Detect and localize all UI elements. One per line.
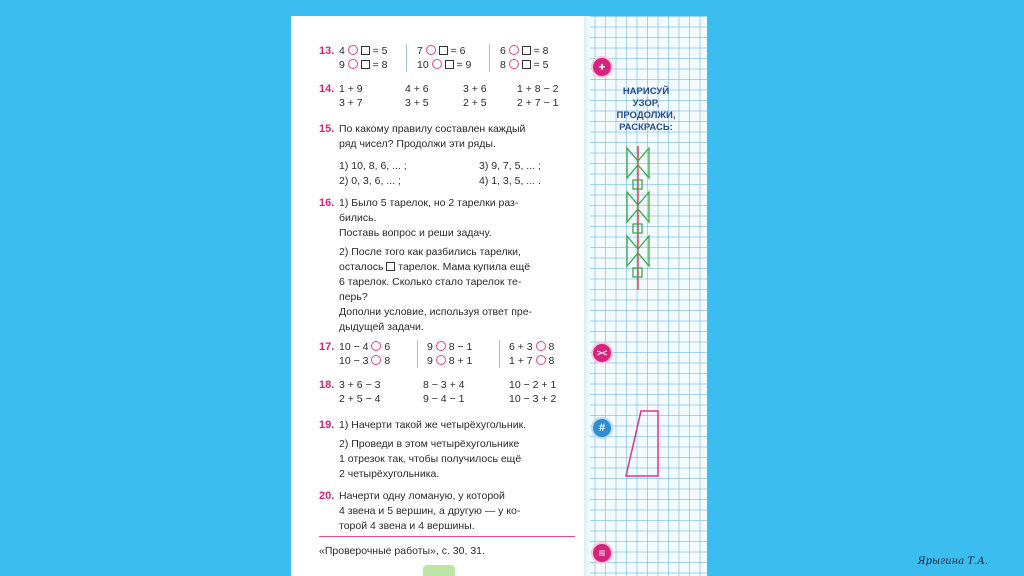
expr-row [509, 354, 554, 369]
expr-text: 3 + 6 − 3 [339, 379, 381, 391]
expr-text: = 9 [456, 59, 472, 71]
task-number: 14. [319, 83, 335, 95]
circle-blank [348, 59, 358, 69]
expr-text: 3 + 5 [405, 97, 429, 109]
column-divider [489, 44, 490, 72]
expr-row [417, 58, 471, 73]
expr-row [339, 58, 388, 73]
expr-text: = 8 [372, 59, 388, 71]
expr-text: 2 + 5 − 4 [339, 393, 381, 405]
expr-row [500, 58, 549, 73]
task-text: Поставь вопрос и реши задачу. [339, 227, 492, 239]
sequence-text: 2) 0, 3, 6, ... ; [339, 175, 401, 187]
task-text: Начерти одну ломаную, у которой [339, 490, 505, 502]
task-text: 1) Было 5 тарелок, но 2 тарелки раз- [339, 197, 519, 209]
task-number: 13. [319, 45, 335, 57]
expr-text: 6 [384, 341, 391, 353]
expr-text: = 6 [450, 45, 466, 57]
column-divider [417, 340, 418, 368]
expression-icon: >< [591, 342, 613, 364]
square-blank [522, 60, 531, 69]
square-blank [361, 46, 370, 55]
quadrilateral-shape [626, 411, 658, 476]
page-number-tab [423, 565, 455, 576]
expr-text: 4 [339, 45, 345, 57]
square-blank [522, 46, 531, 55]
expr-text: 8 [384, 355, 391, 367]
task-number: 20. [319, 490, 335, 502]
expr-row [339, 340, 390, 355]
circle-blank [432, 59, 442, 69]
expr-row [339, 354, 390, 369]
expr-text: 10 − 2 + 1 [509, 379, 557, 391]
instruction-line: РАСКРАСЬ: [619, 122, 673, 133]
expr-text: 8 − 1 [448, 341, 473, 353]
task-text: 2 четырёхугольника. [339, 468, 440, 480]
circle-blank [348, 45, 358, 55]
expr-row [427, 340, 472, 355]
task-number: 18. [319, 379, 335, 391]
expr-text: 9 [427, 355, 433, 367]
task-text: ряд чисел? Продолжи эти ряды. [339, 138, 496, 150]
sequence-text: 4) 1, 3, 5, ... . [479, 175, 541, 187]
task-text: Дополни условие, используя ответ пре- [339, 306, 533, 318]
expr-row [500, 44, 549, 59]
circle-blank [436, 355, 446, 365]
expr-text: 1 + 9 [339, 83, 363, 95]
task-text: 2) После того как разбились тарелки, [339, 246, 521, 258]
circle-blank [536, 355, 546, 365]
author-signature: Ярыгина Т.А. [917, 556, 988, 567]
task-text: тарелок. Мама купила ещё [398, 261, 531, 273]
task-number: 17. [319, 341, 335, 353]
sequence-text: 3) 9, 7, 5, ... ; [479, 160, 541, 172]
expr-row [417, 44, 466, 59]
instruction-line: НАРИСУЙ [622, 86, 670, 97]
expr-text: 2 + 7 − 1 [517, 97, 559, 109]
sequence-text: 1) 10, 8, 6, ... ; [339, 160, 407, 172]
exercises-column [291, 16, 584, 576]
expr-text: 8 − 3 + 4 [423, 379, 465, 391]
textbook-page [291, 16, 707, 576]
circle-blank [509, 45, 519, 55]
expr-row [427, 354, 472, 369]
expr-text: 9 [427, 341, 433, 353]
expr-row [339, 44, 388, 59]
expr-text: 8 [500, 59, 506, 71]
task-text: бились. [339, 212, 377, 224]
expr-text: 8 [548, 355, 555, 367]
expr-text: = 5 [372, 45, 388, 57]
footer-reference: «Проверочные работы», с. 30, 31. [319, 545, 485, 557]
expr-text: 7 [417, 45, 423, 57]
expr-row [509, 340, 554, 355]
footer-divider [319, 536, 575, 537]
column-divider [406, 44, 407, 72]
circle-blank [371, 355, 381, 365]
expr-text: 3 + 7 [339, 97, 363, 109]
expr-text: 10 − 3 + 2 [509, 393, 557, 405]
task-number: 15. [319, 123, 335, 135]
expr-text: = 8 [533, 45, 549, 57]
task-text: 4 звена и 5 вершин, а другую — у ко- [339, 505, 521, 517]
task-text: 1) Начерти такой же четырёхугольник. [339, 419, 527, 431]
pattern-drawing [627, 146, 649, 290]
circle-blank [509, 59, 519, 69]
circle-blank [426, 45, 436, 55]
task-number: 19. [319, 419, 335, 431]
task-text: осталось [339, 261, 384, 273]
column-divider [499, 340, 500, 368]
expr-text: 4 + 6 [405, 83, 429, 95]
square-blank [439, 46, 448, 55]
circle-blank [536, 341, 546, 351]
expr-text: 6 + 3 [509, 341, 533, 353]
instruction-line: УЗОР, [632, 98, 660, 109]
task-text: 6 тарелок. Сколько стало тарелок те- [339, 276, 522, 288]
square-blank [445, 60, 454, 69]
expr-text: 3 + 6 [463, 83, 487, 95]
expr-text: = 5 [533, 59, 549, 71]
expr-text: 8 [548, 341, 555, 353]
task-number: 16. [319, 197, 335, 209]
expr-text: 1 + 8 − 2 [517, 83, 559, 95]
task-text: По какому правилу составлен каждый [339, 123, 526, 135]
sidebar-drawings [584, 16, 707, 576]
task-text: 1 отрезок так, чтобы получилось ещё [339, 453, 522, 465]
expr-text: 2 + 5 [463, 97, 487, 109]
task-text: торой 4 звена и 4 вершины. [339, 520, 475, 532]
expr-text: 10 [417, 59, 429, 71]
expr-text: 9 − 4 − 1 [423, 393, 465, 405]
instruction-line: ПРОДОЛЖИ, [616, 110, 676, 121]
book-icon: ≡ [591, 542, 613, 564]
task-text-with-blank [339, 260, 530, 275]
square-blank [386, 262, 395, 271]
task-text: дыдущей задачи. [339, 321, 424, 333]
task-text: перь? [339, 291, 368, 303]
expr-text: 9 [339, 59, 345, 71]
circle-blank [371, 341, 381, 351]
expr-text: 1 + 7 [509, 355, 533, 367]
globe-icon: # [591, 417, 613, 439]
expr-text: 8 + 1 [448, 355, 473, 367]
plus-icon: + [591, 56, 613, 78]
expr-text: 6 [500, 45, 506, 57]
task-text: 2) Проведи в этом четырёхугольнике [339, 438, 520, 450]
square-blank [361, 60, 370, 69]
expr-text: 10 − 4 [339, 341, 369, 353]
circle-blank [436, 341, 446, 351]
expr-text: 10 − 3 [339, 355, 369, 367]
grid-sidebar [584, 16, 707, 576]
